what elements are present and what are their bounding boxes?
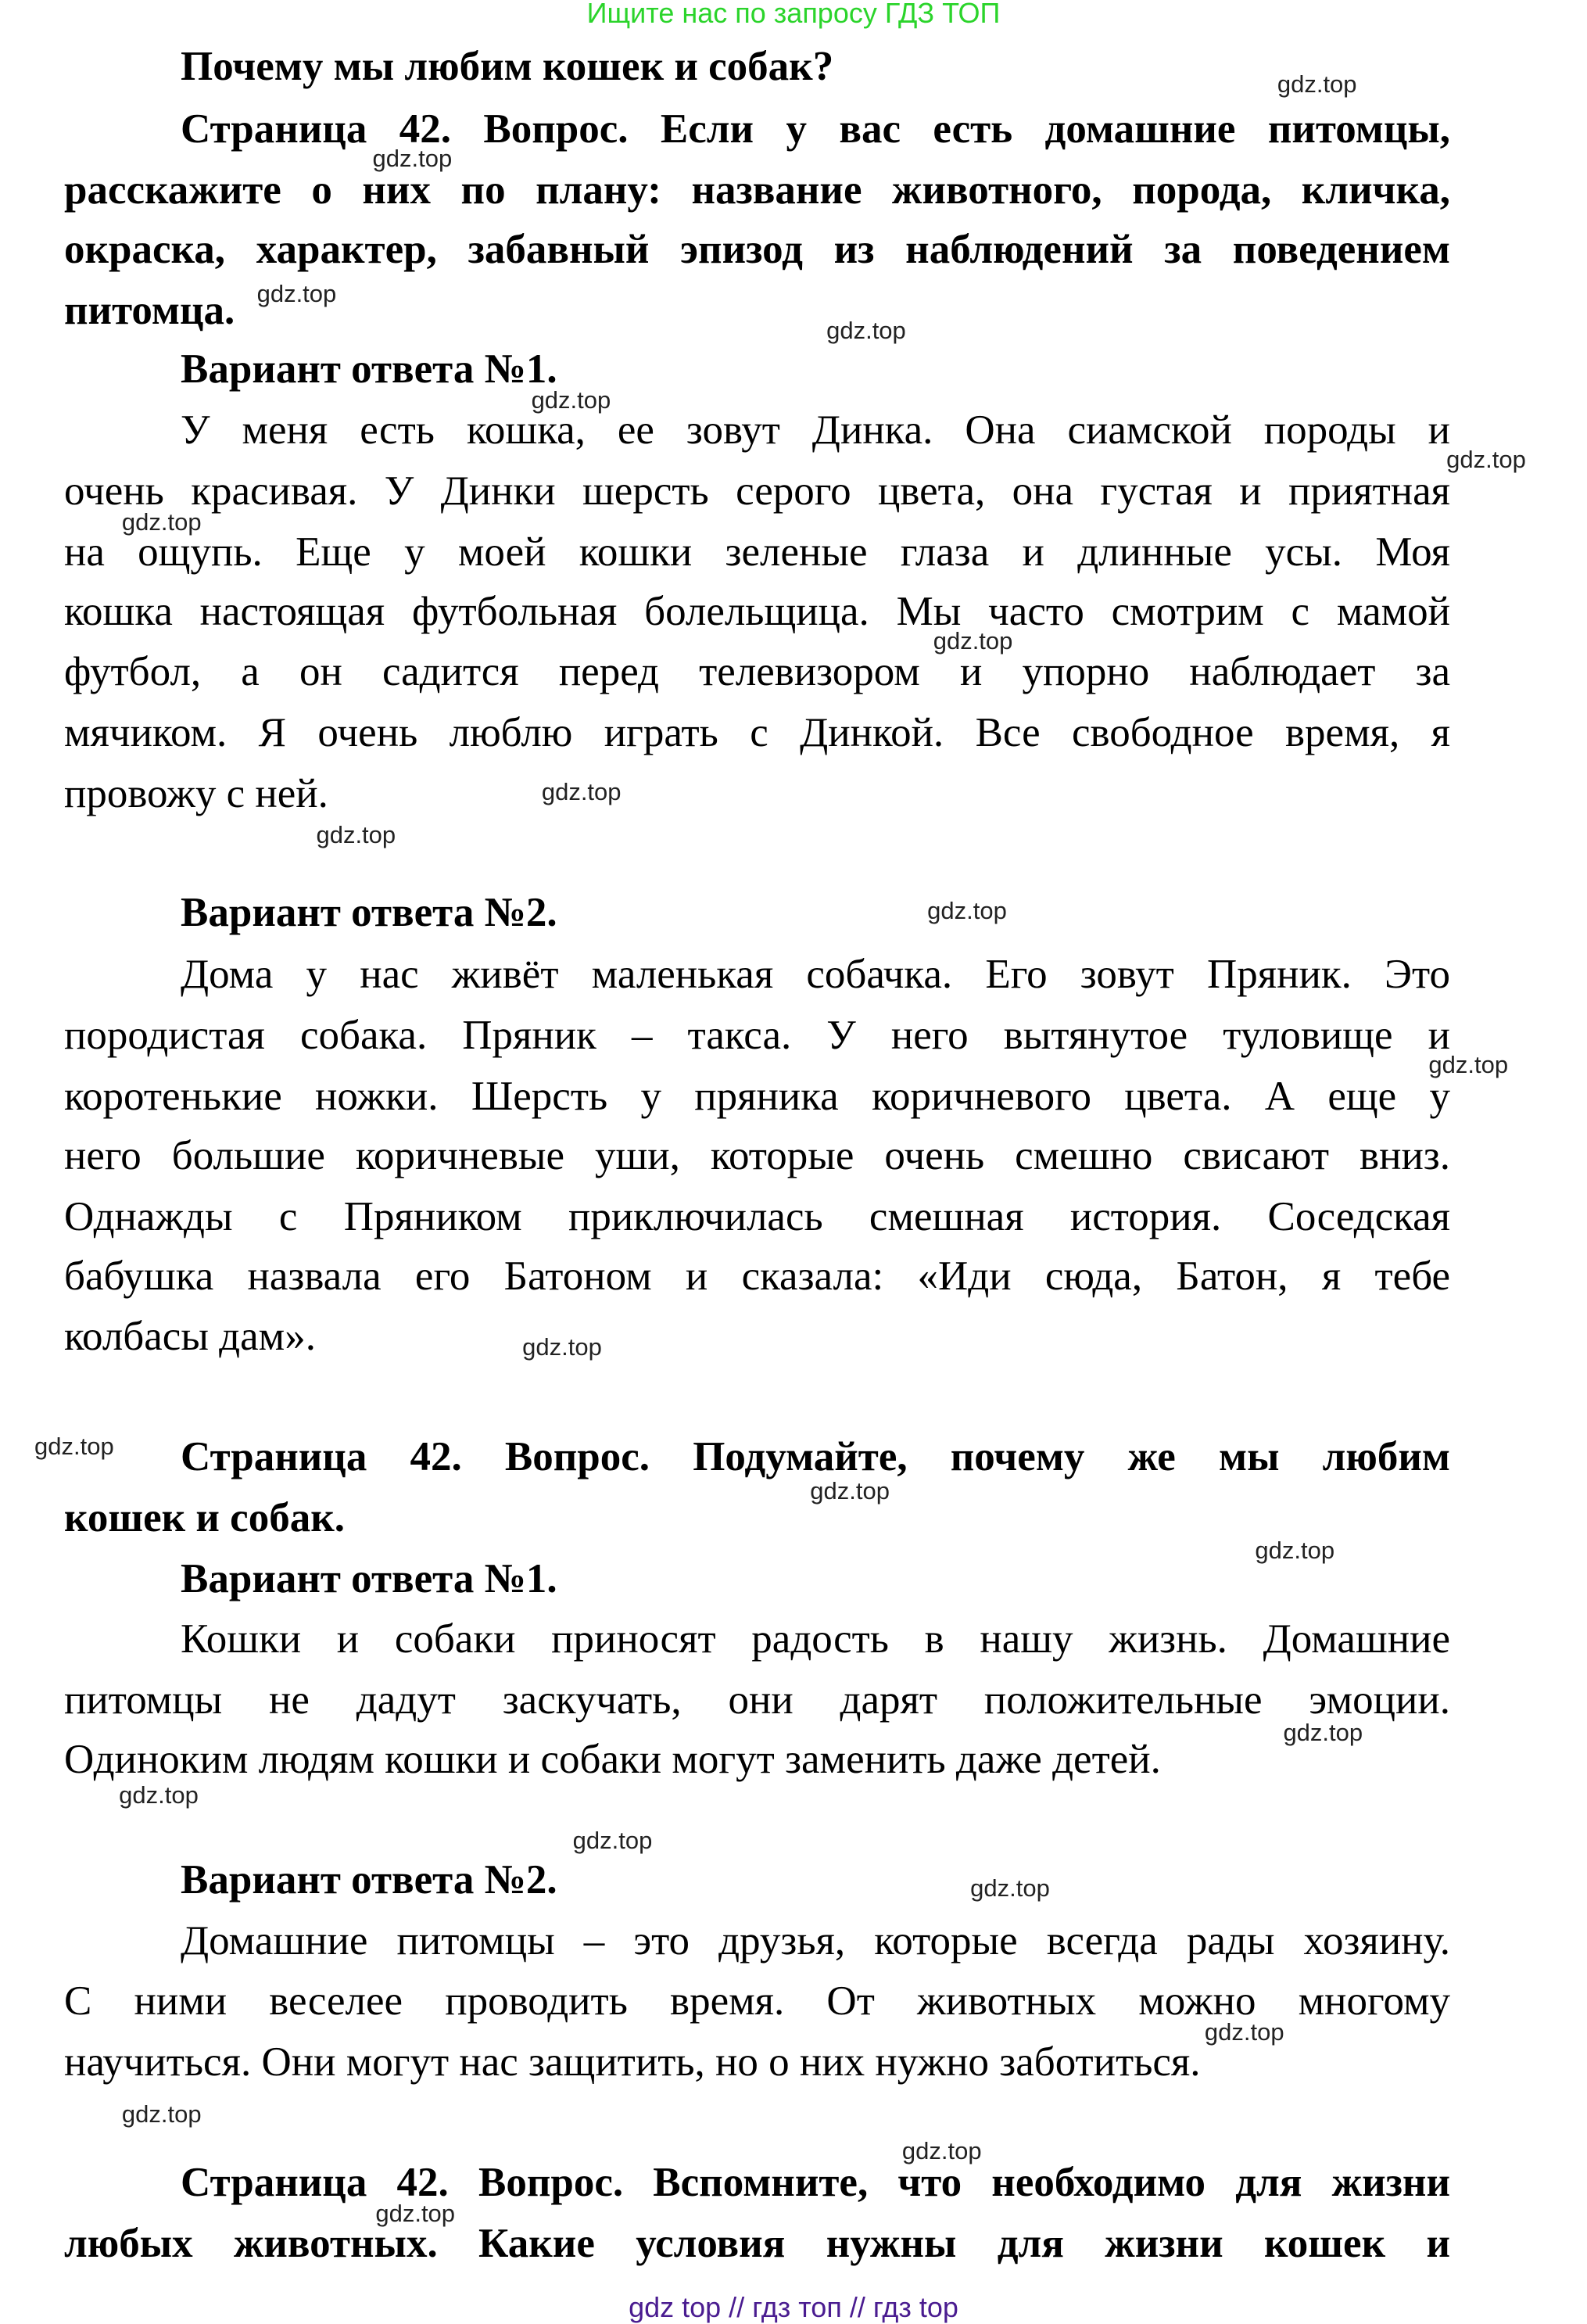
answer-heading-line: Вариант ответа №2. [181,889,557,935]
watermark-text: gdz.top [121,507,202,536]
answer-text-line: колбасы дам». [64,1314,316,1360]
question-text-line: расскажите о них по плану: название животного, порода, кличка, [64,167,1450,213]
answer-text-line: Однажды с Пряником приключилась смешная история. Соседская [64,1193,1450,1239]
answer-text-line: на ощупь. Еще у моей кошки зеленые глаза и длинные усы. Моя [64,529,1450,575]
bottom-banner[interactable]: gdz top // гдз топ // гдз top [629,2291,958,2323]
watermark-text: gdz.top [541,778,622,806]
answer-heading-line: Вариант ответа №1. [181,346,557,393]
answer-text-line: научиться. Они могут нас защитить, но о них нужно заботиться. [64,2039,1201,2086]
answer-text-line: провожу с ней. [64,771,328,816]
watermark-text: gdz.top [316,821,396,849]
watermark-text: gdz.top [34,1432,114,1460]
question-text-line: Страница 42. Вопрос. Если у вас есть домашние питомцы, [181,106,1450,152]
page-title: Почему мы любим кошек и собак? [181,44,834,89]
answer-text-line: футбол, а он садится перед телевизором и упорно наблюдает за [64,649,1450,695]
watermark-text: gdz.top [810,1476,890,1505]
watermark-text: gdz.top [1428,1051,1509,1079]
answer-text-line: Одиноким людям кошки и собаки могут заменить даже детей. [64,1737,1161,1783]
watermark-text: gdz.top [927,896,1007,924]
watermark-text: gdz.top [372,145,453,172]
answer-text-line: питомцы не дадут заскучать, они дарят положительные эмоции. [64,1677,1450,1723]
watermark-text: gdz.top [901,2136,982,2164]
top-banner: Ищите нас по запросу ГДЗ ТОП [586,0,1001,29]
question-text-line: кошек и собак. [64,1494,345,1540]
answer-text-line: породистая собака. Пряник – такса. У него вытянутое туловище и [64,1013,1450,1059]
answer-text-line: коротенькие ножки. Шерсть у пряника коричневого цвета. А еще у [64,1074,1450,1120]
watermark-text: gdz.top [1446,446,1526,474]
watermark-text: gdz.top [933,626,1013,655]
watermark-text: gdz.top [826,317,906,345]
watermark-text: gdz.top [119,1781,199,1809]
answer-text-line: У меня есть кошка, ее зовут Динка. Она сиамской породы и [181,407,1450,454]
answer-text-line: очень красивая. У Динки шерсть серого цвета, она густая и приятная [64,468,1450,514]
answer-text-line: мячиком. Я очень люблю играть с Динкой. Все свободное время, я [64,710,1450,756]
watermark-text: gdz.top [572,1827,653,1855]
answer-text-line: бабушка назвала его Батоном и сказала: «Иди сюда, Батон, я тебе [64,1253,1450,1299]
watermark-text: gdz.top [1204,2018,1284,2046]
watermark-text: gdz.top [1283,1718,1363,1746]
answer-text-line: него большие коричневые уши, которые очень смешно свисают вниз. [64,1132,1450,1178]
watermark-text: gdz.top [1255,1536,1335,1564]
question-text-line: питомца. [64,287,235,333]
watermark-text: gdz.top [970,1874,1050,1903]
watermark-text: gdz.top [121,2100,202,2128]
question-text-line: окраска, характер, забавный эпизод из наблюдений за поведением [64,226,1450,272]
watermark-text: gdz.top [1277,70,1357,99]
question-text-line: Страница 42. Вопрос. Подумайте, почему же мы любим [181,1434,1450,1480]
answer-text-line: Домашние питомцы – это друзья, которые всегда рады хозяину. [181,1917,1450,1964]
answer-text-line: С ними веселее проводить время. От животных можно многому [64,1978,1450,2025]
answer-heading-line: Вариант ответа №1. [181,1555,557,1601]
watermark-text: gdz.top [522,1332,602,1361]
question-text-line: любых животных. Какие условия нужны для жизни кошек и [64,2220,1450,2266]
answer-text-line: Дома у нас живёт маленькая собачка. Его зовут Пряник. Это [181,952,1450,998]
answer-text-line: Кошки и собаки приносят радость в нашу жизнь. Домашние [181,1616,1450,1662]
answer-heading-line: Вариант ответа №2. [181,1856,557,1903]
watermark-text: gdz.top [531,386,611,414]
answer-text-line: кошка настоящая футбольная болельщица. Мы часто смотрим с мамой [64,588,1450,634]
watermark-text: gdz.top [256,279,337,307]
question-text-line: Страница 42. Вопрос. Вспомните, что необходимо для жизни [181,2159,1450,2205]
watermark-text: gdz.top [375,2199,456,2227]
